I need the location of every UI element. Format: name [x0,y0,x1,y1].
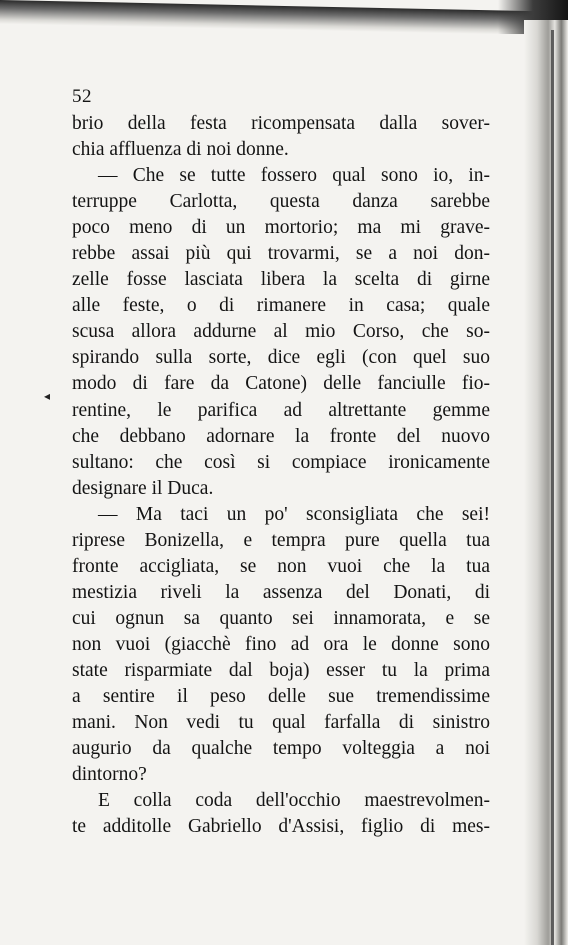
text-line: E colla coda dell'occhio maestrevolmen- [98,790,490,812]
text-line: — Che se tutte fossero qual sono io, in- [98,165,490,187]
book-page [72,84,490,840]
text-line: te additolle Gabriello d'Assisi, figlio di mes- [72,816,490,838]
text-line: poco meno di un mortorio; ma mi grave- [72,217,490,239]
text-line: cui ognun sa quanto sei innamorata, e se [72,607,490,629]
text-line: state risparmiate dal boja) esser tu la prima [72,659,490,681]
text-line: mestizia riveli la assenza del Donati, di [72,581,490,603]
page-text [72,111,490,840]
text-line: riprese Bonizella, e tempra pure quella tua [72,529,490,551]
text-line: scusa allora addurne al mio Corso, che so- [72,321,490,343]
text-line: rentine, le parifica ad altrettante gemme [72,399,490,421]
text-line: brio della festa ricompensata dalla sover- [72,113,490,134]
text-line: fronte accigliata, se non vuoi che la tua [72,555,490,577]
page-number: 52 [72,86,92,107]
text-line: chia affluenza di noi donne. [72,139,289,161]
page-binding-line [551,30,554,945]
text-line: sultano: che così si compiace ironicamente [72,451,490,473]
page-top-shadow [0,0,568,36]
text-line: modo di fare da Catone) delle fanciulle fio- [72,373,490,395]
text-line: — Ma taci un po' sconsigliata che sei! [98,503,490,525]
text-line: a sentire il peso delle sue tremendissime [72,686,490,708]
text-line: dintorno? [72,764,147,786]
text-line: rebbe assai più qui trovarmi, se a noi don- [72,243,490,265]
margin-mark: ◂ [44,389,51,403]
text-line: augurio da qualche tempo volteggia a noi [72,738,490,760]
text-line: che debbano adornare la fronte del nuovo [72,425,490,447]
text-line: mani. Non vedi tu qual farfalla di sinistro [72,712,490,734]
text-line: terruppe Carlotta, questa danza sarebbe [72,191,490,213]
text-line: designare il Duca. [72,477,214,499]
text-line: spirando sulla sorte, dice egli (con quel suo [72,347,490,369]
page-binding-edge [524,20,568,945]
text-line: alle feste, o di rimanere in casa; quale [72,295,490,317]
text-line: non vuoi (giacchè fino ad ora le donne sono [72,633,490,655]
text-line: zelle fosse lasciata libera la scelta di girne [72,269,490,291]
